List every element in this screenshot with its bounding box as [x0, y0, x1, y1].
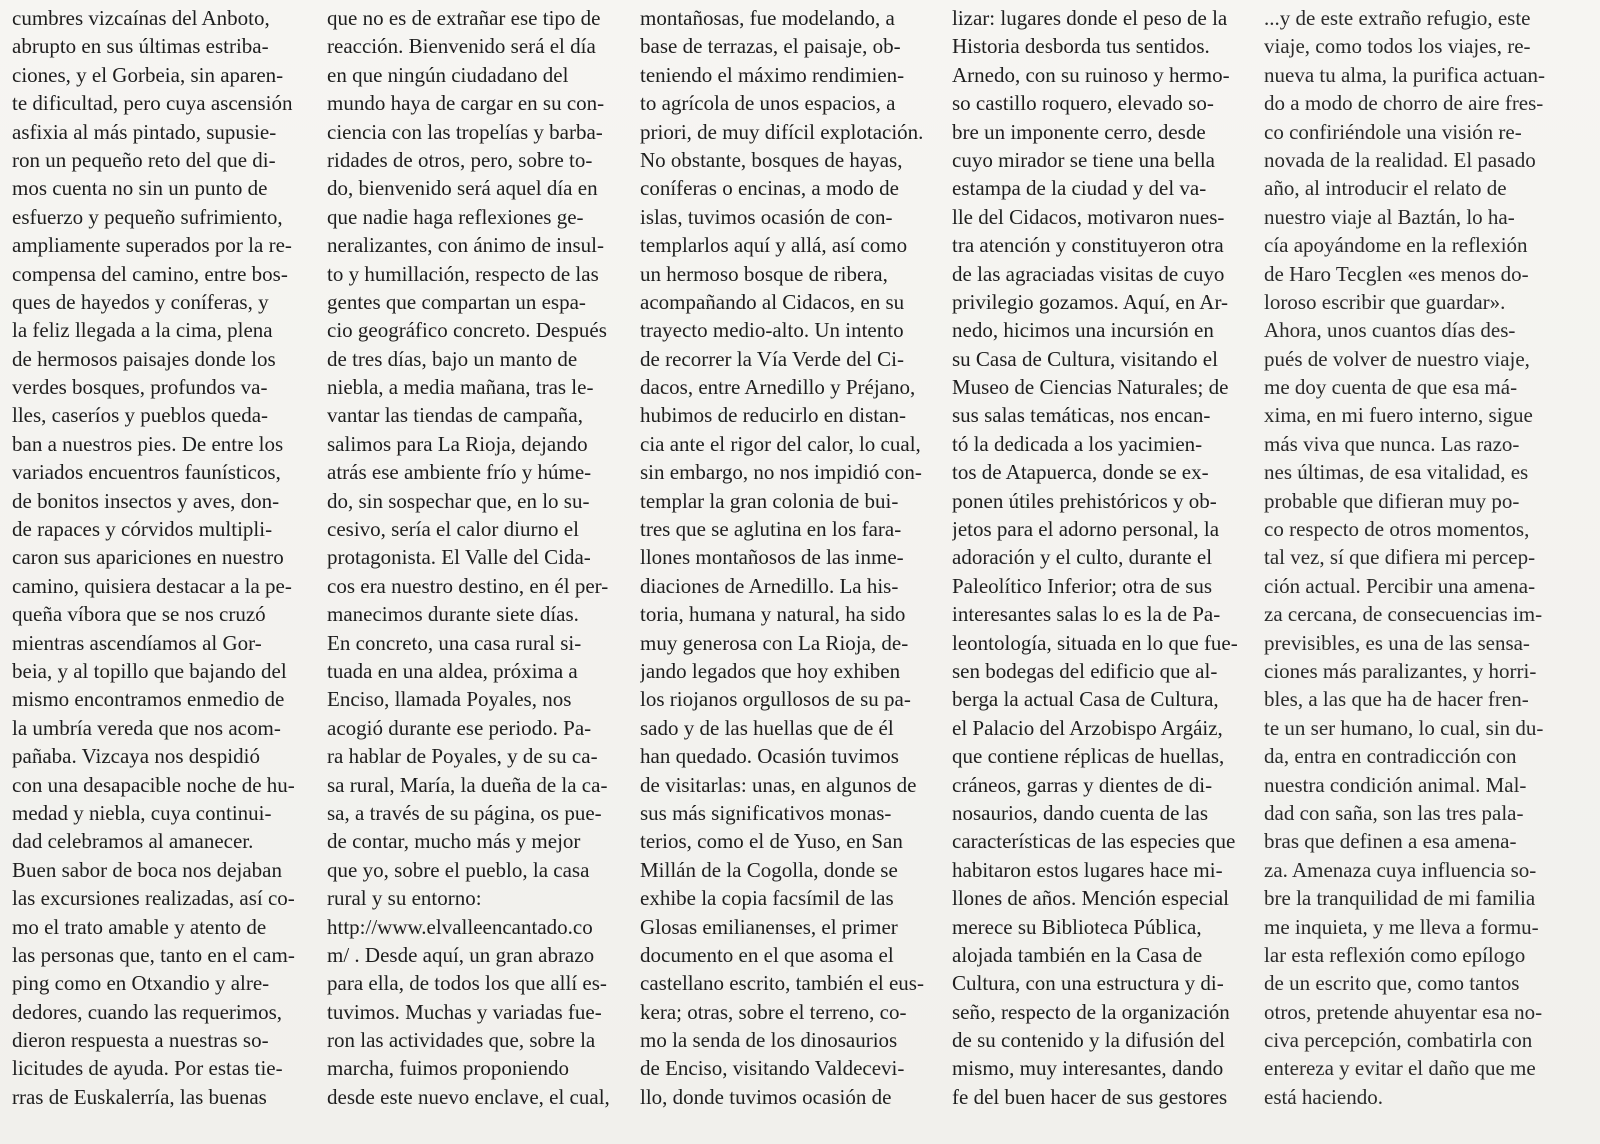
- text-line: nosaurios, dando cuenta de las: [952, 800, 1209, 825]
- text-line: esfuerzo y pequeño sufrimiento,: [12, 204, 283, 229]
- text-line: templar la gran colonia de bui-: [640, 488, 899, 513]
- text-line: beia, y al topillo que bajando del: [12, 658, 287, 683]
- text-line: su Casa de Cultura, visitando el: [952, 346, 1218, 371]
- text-line: sin embargo, no nos impidió con-: [640, 460, 922, 485]
- text-line: tra atención y constituyeron otra: [952, 233, 1224, 258]
- text-line: acogió durante ese periodo. Pa-: [327, 715, 592, 740]
- text-line: de recorrer la Vía Verde del Ci-: [640, 346, 904, 371]
- text-line: gentes que compartan un espa-: [327, 289, 586, 314]
- text-line: reacción. Bienvenido será el día: [327, 34, 596, 59]
- text-line: habitaron estos lugares hace mi-: [952, 857, 1223, 882]
- text-line: alojada también en la Casa de: [952, 942, 1203, 967]
- text-line: sa, a través de su página, os pue-: [327, 800, 602, 825]
- url-link-line[interactable]: m/ . Desde aquí, un gran abrazo: [327, 942, 595, 967]
- text-line: Ahora, unos cuantos días des-: [1264, 318, 1516, 343]
- text-line: interesantes salas lo es la de Pa-: [952, 602, 1221, 627]
- text-line: islas, tuvimos ocasión de con-: [640, 204, 893, 229]
- text-line: ques de hayedos y coníferas, y: [12, 289, 269, 314]
- text-line: de un escrito que, como tantos: [1264, 971, 1520, 996]
- text-line: sus salas temáticas, nos encan-: [952, 403, 1211, 428]
- text-line: dieron respuesta a nuestras so-: [12, 1028, 269, 1053]
- text-line: toria, humana y natural, ha sido: [640, 602, 906, 627]
- text-line: más viva que nunca. Las razo-: [1264, 431, 1520, 456]
- text-line: dacos, entre Arnedillo y Préjano,: [640, 375, 916, 400]
- text-line: co respecto de otros momentos,: [1264, 517, 1530, 542]
- text-line: jando legados que hoy exhiben: [640, 658, 901, 683]
- text-line: nes últimas, de esa vitalidad, es: [1264, 460, 1529, 485]
- text-line: da, entra en contradicción con: [1264, 744, 1517, 769]
- text-line: año, al introducir el relato de: [1264, 176, 1507, 201]
- text-column-1: [12, 4, 304, 1140]
- text-line: sa rural, María, la dueña de la ca-: [327, 772, 608, 797]
- text-line: bre la tranquilidad de mi familia: [1264, 886, 1536, 911]
- text-line: ciones más paralizantes, y horri-: [1264, 658, 1537, 683]
- text-column-3: [640, 4, 936, 1140]
- text-line: mundo haya de cargar en su con-: [327, 91, 605, 116]
- text-line: cio geográfico concreto. Después: [327, 318, 607, 343]
- text-line: desde este nuevo enclave, el cual,: [327, 1084, 610, 1109]
- text-line: base de terrazas, el paisaje, ob-: [640, 34, 901, 59]
- text-line: las personas que, tanto en el cam-: [12, 942, 295, 967]
- text-line: kera; otras, sobre el terreno, co-: [640, 999, 907, 1024]
- text-line: dedores, cuando las requerimos,: [12, 999, 282, 1024]
- text-line: de hermosos paisajes donde los: [12, 346, 276, 371]
- text-line: estampa de la ciudad y del va-: [952, 176, 1207, 201]
- text-line: montañosas, fue modelando, a: [640, 6, 895, 30]
- text-line: protagonista. El Valle del Cida-: [327, 545, 591, 570]
- text-line: de las agraciadas visitas de cuyo: [952, 261, 1225, 286]
- text-line: de bonitos insectos y aves, don-: [12, 488, 280, 513]
- text-line: lar esta reflexión como epílogo: [1264, 942, 1526, 967]
- text-line: ping como en Otxandio y alre-: [12, 971, 270, 996]
- text-line: acompañando al Cidacos, en su: [640, 289, 905, 314]
- text-line: ridades de otros, pero, sobre to-: [327, 147, 593, 172]
- text-line: to agrícola de unos espacios, a: [640, 91, 896, 116]
- text-line: tuada en una aldea, próxima a: [327, 658, 578, 683]
- text-line: verdes bosques, profundos va-: [12, 375, 268, 400]
- text-line: Arnedo, con su ruinoso y hermo-: [952, 62, 1230, 87]
- text-line: ron las actividades que, sobre la: [327, 1028, 596, 1053]
- text-line: trayecto medio-alto. Un intento: [640, 318, 904, 343]
- text-line: sen bodegas del edificio que al-: [952, 658, 1218, 683]
- url-link-line[interactable]: http://www.elvalleencantado.co: [327, 914, 593, 939]
- text-line: tuvimos. Muchas y variadas fue-: [327, 999, 602, 1024]
- text-line: ra hablar de Poyales, y de su ca-: [327, 744, 598, 769]
- text-line: que yo, sobre el pueblo, la casa: [327, 857, 590, 882]
- text-line: licitudes de ayuda. Por estas tie-: [12, 1056, 283, 1081]
- text-line: con una desapacible noche de hu-: [12, 772, 295, 797]
- text-line: bras que definen a esa amena-: [1264, 829, 1517, 854]
- text-line: No obstante, bosques de hayas,: [640, 147, 903, 172]
- text-line: priori, de muy difícil explotación.: [640, 119, 924, 144]
- text-line: Cultura, con una estructura y di-: [952, 971, 1224, 996]
- text-line: merece su Biblioteca Pública,: [952, 914, 1202, 939]
- text-line: caron sus apariciones en nuestro: [12, 545, 284, 570]
- text-line: de contar, mucho más y mejor: [327, 829, 581, 854]
- text-line: probable que difieran muy po-: [1264, 488, 1520, 513]
- text-line: do, sin sospechar que, en lo su-: [327, 488, 590, 513]
- text-line: previsibles, es una de las sensa-: [1264, 630, 1530, 655]
- text-line: adoración y el culto, durante el: [952, 545, 1213, 570]
- text-line: que nadie haga reflexiones ge-: [327, 204, 584, 229]
- text-line: llones de años. Mención especial: [952, 886, 1229, 911]
- text-line: ron un pequeño reto del que di-: [12, 147, 276, 172]
- text-line: tó la dedicada a los yacimien-: [952, 431, 1203, 456]
- text-line: za cercana, de consecuencias im-: [1264, 602, 1543, 627]
- text-line: leontología, situada en lo que fue-: [952, 630, 1238, 655]
- text-line: camino, quisiera destacar a la pe-: [12, 573, 292, 598]
- text-line: variados encuentros faunísticos,: [12, 460, 281, 485]
- text-line: muy generosa con La Rioja, de-: [640, 630, 909, 655]
- text-line: hubimos de reducirlo en distan-: [640, 403, 906, 428]
- text-line: cráneos, garras y dientes de di-: [952, 772, 1213, 797]
- text-line: niebla, a media mañana, tras le-: [327, 375, 594, 400]
- text-line: Millán de la Cogolla, donde se: [640, 857, 898, 882]
- text-line: diaciones de Arnedillo. La his-: [640, 573, 899, 598]
- text-line: tos de Atapuerca, donde se ex-: [952, 460, 1209, 485]
- text-line: loroso escribir que guardar».: [1264, 289, 1506, 314]
- text-line: tal vez, sí que difiera mi percep-: [1264, 545, 1536, 570]
- text-line: rras de Euskalerría, las buenas: [12, 1084, 267, 1109]
- text-line: la umbría vereda que nos acom-: [12, 715, 281, 740]
- text-line: bre un imponente cerro, desde: [952, 119, 1206, 144]
- text-line: civa percepción, combatirla con: [1264, 1028, 1533, 1053]
- text-line: rural y su entorno:: [327, 886, 482, 911]
- text-line: jetos para el adorno personal, la: [952, 517, 1220, 542]
- text-line: pués de volver de nuestro viaje,: [1264, 346, 1530, 371]
- text-line: terios, como el de Yuso, en San: [640, 829, 903, 854]
- text-line: te un ser humano, lo cual, sin du-: [1264, 715, 1544, 740]
- text-line: te dificultad, pero cuya ascensión: [12, 91, 293, 116]
- text-line: do a modo de chorro de aire fres-: [1264, 91, 1544, 116]
- text-line: para ella, de todos los que allí es-: [327, 971, 607, 996]
- text-line: de tres días, bajo un manto de: [327, 346, 578, 371]
- text-line: fe del buen hacer de sus gestores: [952, 1084, 1228, 1109]
- text-line: neralizantes, con ánimo de insul-: [327, 233, 604, 258]
- text-line: pañaba. Vizcaya nos despidió: [12, 744, 260, 769]
- text-line: novada de la realidad. El pasado: [1264, 147, 1536, 172]
- text-line: mientras ascendíamos al Gor-: [12, 630, 262, 655]
- text-line: nueva tu alma, la purifica actuan-: [1264, 62, 1546, 87]
- text-line: cesivo, sería el calor diurno el: [327, 517, 579, 542]
- text-line: seño, respecto de la organización: [952, 999, 1230, 1024]
- text-line: la feliz llegada a la cima, plena: [12, 318, 273, 343]
- text-line: características de las especies que: [952, 829, 1236, 854]
- text-line: está haciendo.: [1264, 1084, 1383, 1109]
- text-line: salimos para La Rioja, dejando: [327, 431, 588, 456]
- text-line: bles, a las que ha de hacer fren-: [1264, 687, 1529, 712]
- text-line: cumbres vizcaínas del Anboto,: [12, 6, 270, 30]
- text-line: nuestra condición animal. Mal-: [1264, 772, 1527, 797]
- text-line: sado y de las huellas que de él: [640, 715, 894, 740]
- text-line: en que ningún ciudadano del: [327, 62, 569, 87]
- text-line: las excursiones realizadas, así co-: [12, 886, 295, 911]
- text-line: asfixia al más pintado, supusie-: [12, 119, 277, 144]
- text-line: viaje, como todos los viajes, re-: [1264, 34, 1531, 59]
- text-line: ciones, y el Gorbeia, sin aparen-: [12, 62, 284, 87]
- text-line: llones montañosos de las inme-: [640, 545, 904, 570]
- text-line: En concreto, una casa rural si-: [327, 630, 582, 655]
- text-line: ampliamente superados por la re-: [12, 233, 292, 258]
- text-line: Museo de Ciencias Naturales; de: [952, 375, 1229, 400]
- text-line: Glosas emilianenses, el primer: [640, 914, 898, 939]
- text-line: to y humillación, respecto de las: [327, 261, 599, 286]
- text-line: xima, en mi fuero interno, sigue: [1264, 403, 1533, 428]
- text-line: de su contenido y la difusión del: [952, 1028, 1225, 1053]
- text-line: abrupto en sus últimas estriba-: [12, 34, 269, 59]
- text-line: berga la actual Casa de Cultura,: [952, 687, 1219, 712]
- text-line: marcha, fuimos proponiendo: [327, 1056, 570, 1081]
- text-line: so castillo roquero, elevado so-: [952, 91, 1214, 116]
- text-line: mismo, muy interesantes, dando: [952, 1056, 1224, 1081]
- text-line: atrás ese ambiente frío y húme-: [327, 460, 592, 485]
- text-line: privilegio gozamos. Aquí, en Ar-: [952, 289, 1229, 314]
- text-line: ciencia con las tropelías y barba-: [327, 119, 603, 144]
- text-line: los riojanos orgullosos de su pa-: [640, 687, 911, 712]
- text-line: castellano escrito, también el eus-: [640, 971, 924, 996]
- text-line: cos era nuestro destino, en él per-: [327, 573, 609, 598]
- text-line: dad con saña, son las tres pala-: [1264, 800, 1524, 825]
- text-line: vantar las tiendas de campaña,: [327, 403, 583, 428]
- text-line: cuyo mirador se tiene una bella: [952, 147, 1215, 172]
- text-line: otros, pretende ahuyentar esa no-: [1264, 999, 1543, 1024]
- text-line: ban a nuestros pies. De entre los: [12, 431, 284, 456]
- text-line: ción actual. Percibir una amena-: [1264, 573, 1536, 598]
- text-line: medad y niebla, cuya continui-: [12, 800, 272, 825]
- text-line: dad celebramos al amanecer.: [12, 829, 254, 854]
- text-column-4: [952, 4, 1250, 1140]
- text-line: za. Amenaza cuya influencia so-: [1264, 857, 1537, 882]
- text-line: tres que se aglutina en los fara-: [640, 517, 902, 542]
- text-line: me doy cuenta de que esa má-: [1264, 375, 1518, 400]
- text-line: entereza y evitar el daño que me: [1264, 1056, 1536, 1081]
- text-line: templarlos aquí y allá, así como: [640, 233, 908, 258]
- text-line: ...y de este extraño refugio, este: [1264, 6, 1531, 30]
- text-line: me inquieta, y me lleva a formu-: [1264, 914, 1539, 939]
- text-line: teniendo el máximo rendimien-: [640, 62, 905, 87]
- text-line: lles, caseríos y pueblos queda-: [12, 403, 269, 428]
- text-line: ponen útiles prehistóricos y ob-: [952, 488, 1217, 513]
- text-line: co confiriéndole una visión re-: [1264, 119, 1522, 144]
- text-line: sus más significativos monas-: [640, 800, 892, 825]
- text-line: queña víbora que se nos cruzó: [12, 602, 266, 627]
- text-line: lle del Cidacos, motivaron nues-: [952, 204, 1225, 229]
- text-line: coníferas o encinas, a modo de: [640, 176, 899, 201]
- text-line: documento en el que asoma el: [640, 942, 894, 967]
- text-line: Paleolítico Inferior; otra de sus: [952, 573, 1213, 598]
- text-line: mos cuenta no sin un punto de: [12, 176, 268, 201]
- text-line: llo, donde tuvimos ocasión de: [640, 1084, 892, 1109]
- text-line: de visitarlas: unas, en algunos de: [640, 772, 917, 797]
- text-line: han quedado. Ocasión tuvimos: [640, 744, 899, 769]
- text-line: mismo encontramos enmedio de: [12, 687, 285, 712]
- text-line: nuestro viaje al Baztán, lo ha-: [1264, 204, 1515, 229]
- text-line: Enciso, llamada Poyales, nos: [327, 687, 572, 712]
- text-line: un hermoso bosque de ribera,: [640, 261, 888, 286]
- text-line: Historia desborda tus sentidos.: [952, 34, 1210, 59]
- text-line: do, bienvenido será aquel día en: [327, 176, 598, 201]
- text-line: cia ante el rigor del calor, lo cual,: [640, 431, 921, 456]
- text-line: de Enciso, visitando Valdecevi-: [640, 1056, 905, 1081]
- text-line: mo el trato amable y atento de: [12, 914, 267, 939]
- text-line: exhibe la copia facsímil de las: [640, 886, 894, 911]
- text-line: el Palacio del Arzobispo Argáiz,: [952, 715, 1223, 740]
- text-line: lizar: lugares donde el peso de la: [952, 6, 1228, 30]
- text-line: nedo, hicimos una incursión en: [952, 318, 1214, 343]
- text-column-5: [1264, 4, 1564, 1140]
- text-line: que contiene réplicas de huellas,: [952, 744, 1225, 769]
- text-line: manecimos durante siete días.: [327, 602, 579, 627]
- text-line: Buen sabor de boca nos dejaban: [12, 857, 282, 882]
- text-line: de Haro Tecglen «es menos do-: [1264, 261, 1529, 286]
- text-column-2: [327, 4, 621, 1140]
- text-line: que no es de extrañar ese tipo de: [327, 6, 601, 30]
- text-line: compensa del camino, entre bos-: [12, 261, 288, 286]
- text-line: cía apoyándome en la reflexión: [1264, 233, 1528, 258]
- text-line: de rapaces y córvidos multipli-: [12, 517, 273, 542]
- text-line: mo la senda de los dinosaurios: [640, 1028, 898, 1053]
